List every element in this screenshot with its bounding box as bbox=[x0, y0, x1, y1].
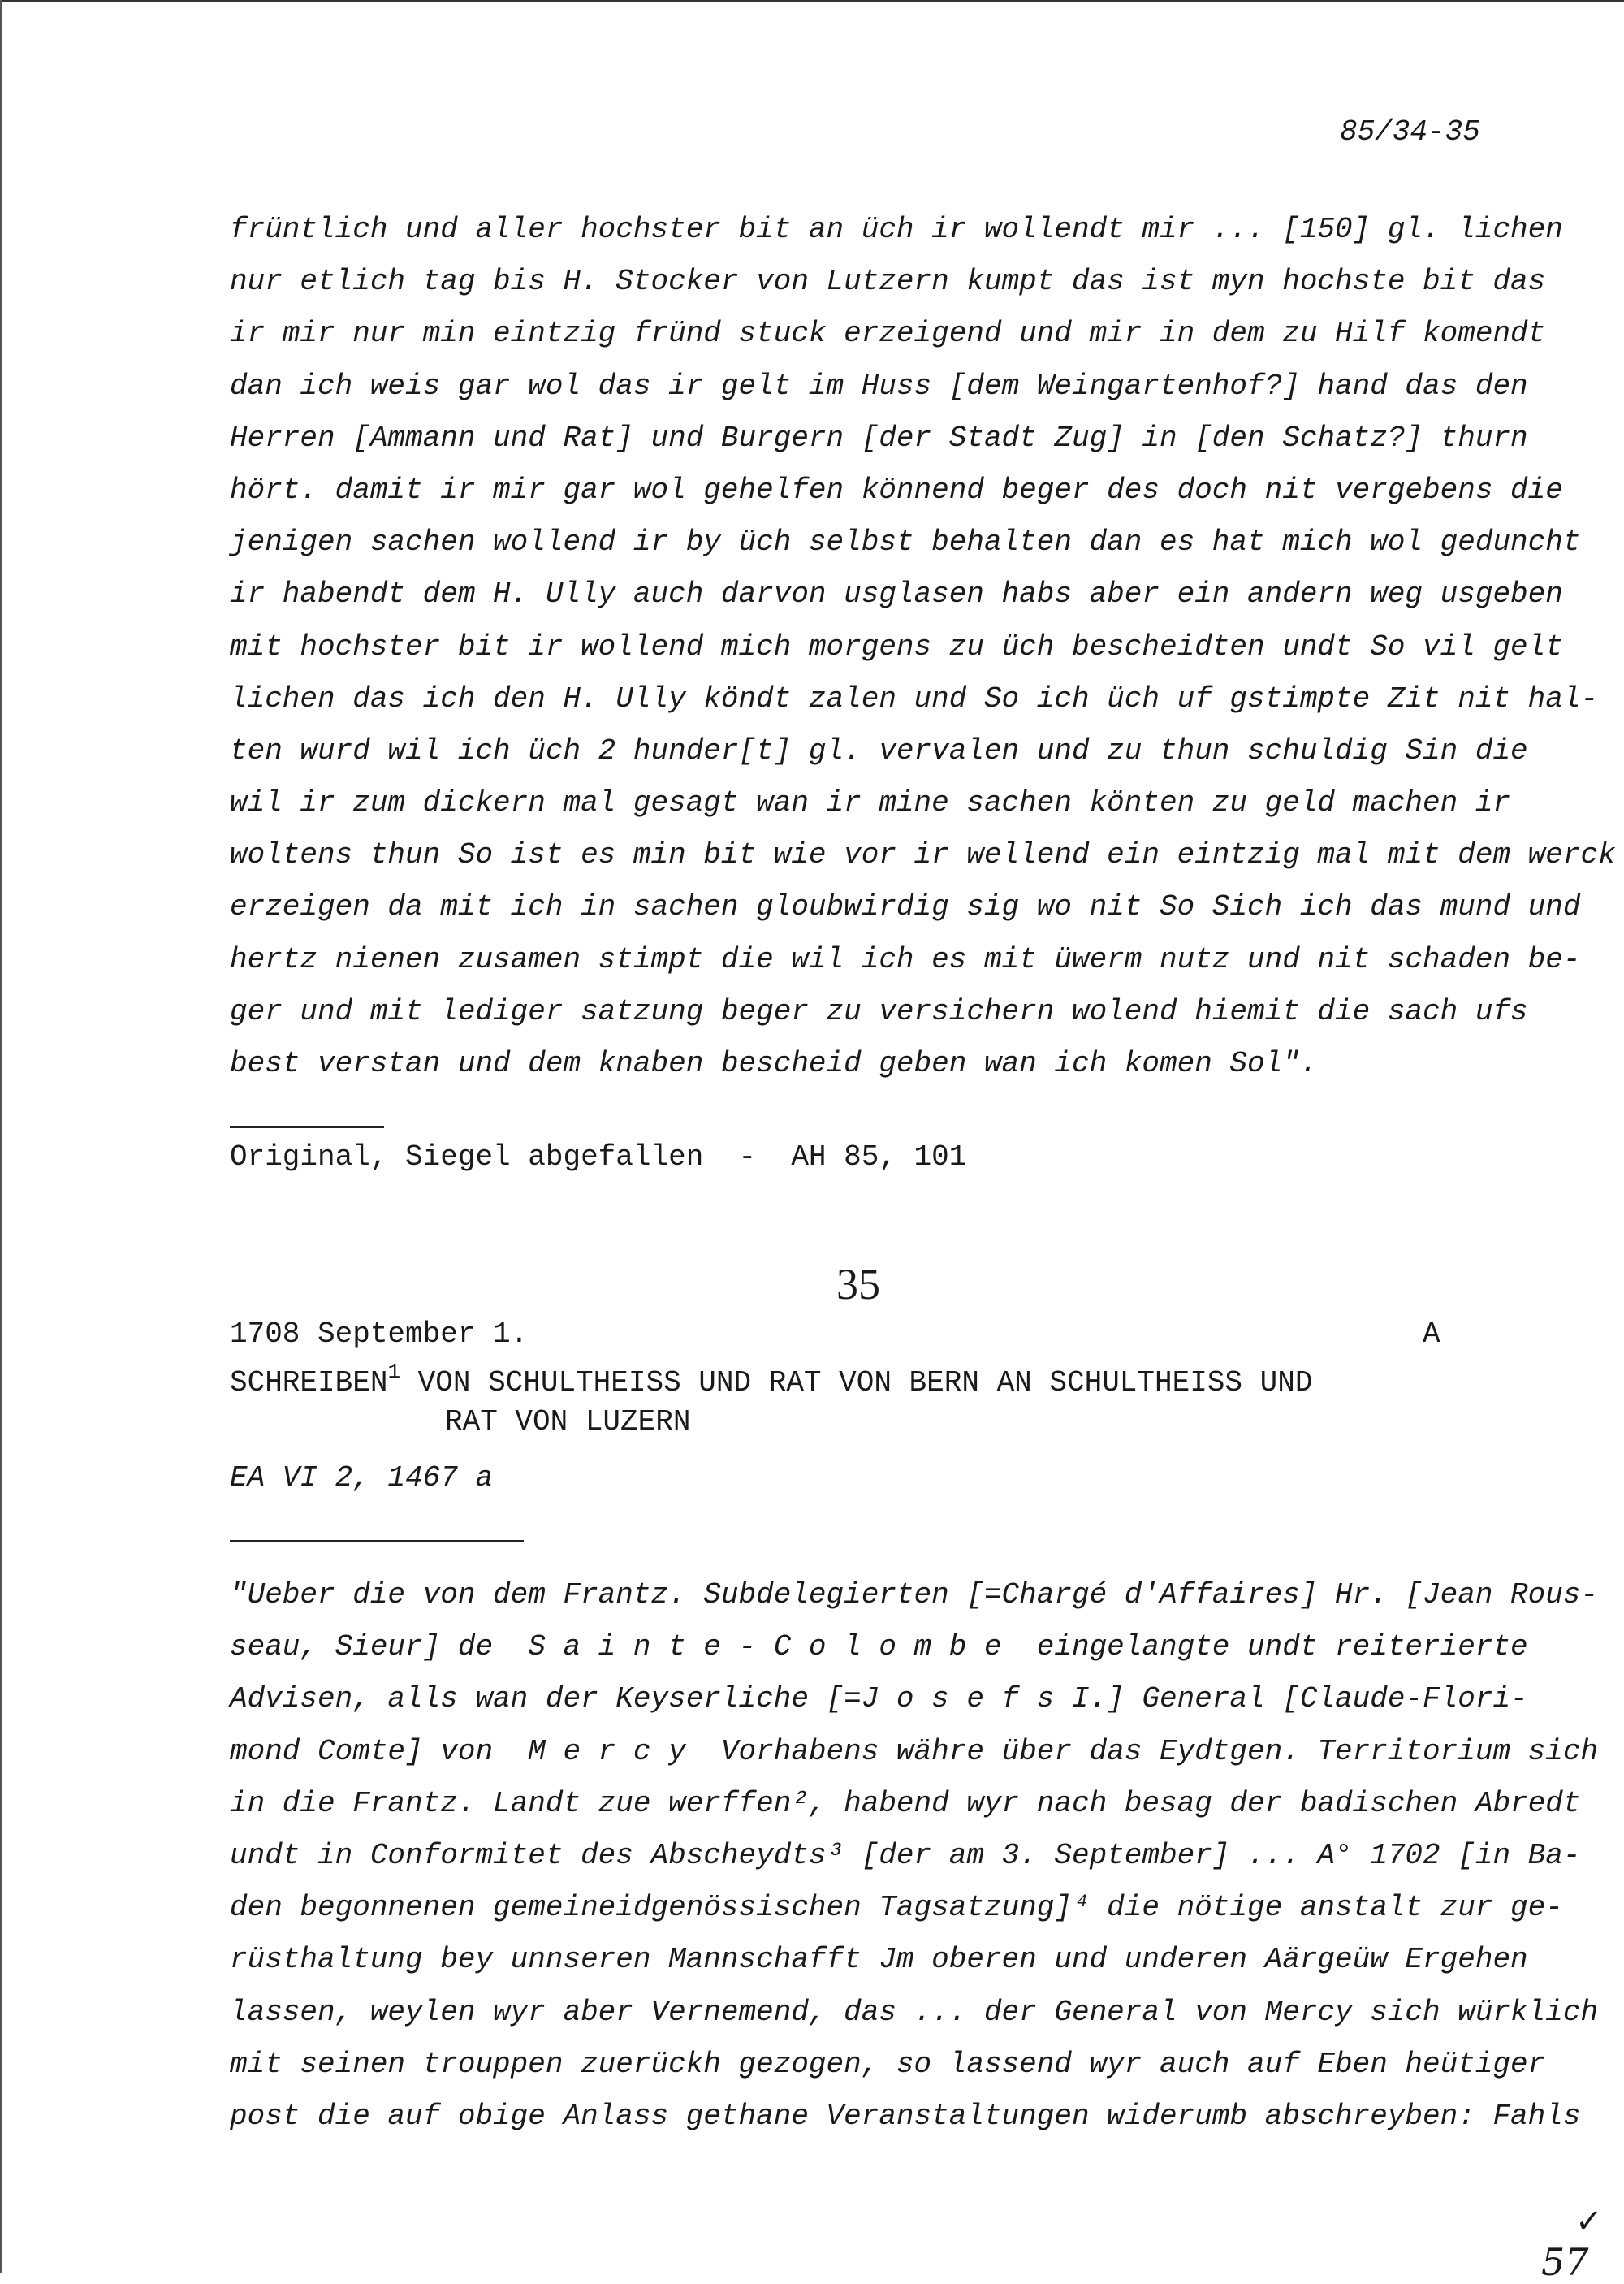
text-line: undt in Conformitet des Abscheydts³ [der am 3. September] ... A° 1702 [in Ba- bbox=[230, 1838, 1581, 1872]
document-title-line2: RAT VON LUZERN bbox=[445, 1405, 691, 1438]
text-line: ten wurd wil ich üch 2 hunder[t] gl. vervalen und zu thun schuldig Sin die bbox=[230, 733, 1528, 768]
document-date: 1708 September 1. bbox=[230, 1317, 529, 1351]
source-note: Original, Siegel abgefallen - AH 85, 101 bbox=[230, 1140, 967, 1174]
page-number: 85/34-35 bbox=[1340, 115, 1480, 149]
text-line: hertz nienen zusamen stimpt die wil ich es mit üwerm nutz und nit schaden be- bbox=[230, 942, 1581, 976]
citation: EA VI 2, 1467 a bbox=[230, 1461, 494, 1495]
letter-text bbox=[230, 1569, 1598, 2143]
title-footnote-ref: 1 bbox=[387, 1360, 401, 1384]
text-line: post die auf obige Anlass gethane Veranstaltungen widerumb abschreyben: Fahls bbox=[230, 2099, 1581, 2133]
text-line: "Ueber die von dem Frantz. Subdelegierten [=Chargé d'Affaires] Hr. [Jean Rous- bbox=[230, 1578, 1599, 1611]
text-line: lichen das ich den H. Ully köndt zalen und So ich üch uf gstimpte Zit nit hal- bbox=[230, 681, 1599, 716]
separator-rule bbox=[230, 1540, 524, 1542]
text-line: ger und mit lediger satzung beger zu versichern wolend hiemit die sach ufs bbox=[230, 994, 1528, 1028]
folio-mark: 57 bbox=[1541, 2240, 1589, 2284]
text-line: in die Frantz. Landt zue werffen², habend wyr nach besag der badischen Abredt bbox=[230, 1786, 1581, 1820]
text-line: nur etlich tag bis H. Stocker von Lutzern kumpt das ist myn hochste bit das bbox=[230, 265, 1546, 299]
text-line: jenigen sachen wollend ir by üch selbst behalten dan es hat mich wol geduncht bbox=[230, 526, 1581, 560]
text-line: dan ich weis gar wol das ir gelt im Huss [dem Weingartenhof?] hand das den bbox=[230, 369, 1528, 403]
text-line: wil ir zum dickern mal gesagt wan ir mine sachen könten zu geld machen ir bbox=[230, 786, 1511, 820]
document-title-line1 bbox=[230, 1360, 1313, 1399]
text-line: mond Comte] von M e r c y Vorhabens währe über das Eydtgen. Territorium sich bbox=[230, 1734, 1599, 1768]
text-line: best verstan und dem knaben bescheid geben wan ich komen Sol". bbox=[230, 1047, 1318, 1080]
text-line: den begonnenen gemeineidgenössischen Tagsatzung]⁴ die nötige anstalt zur ge- bbox=[230, 1891, 1563, 1925]
text-line: hört. damit ir mir gar wol gehelfen könnend beger des doch nit vergebens die bbox=[230, 473, 1563, 507]
title-start: SCHREIBEN bbox=[230, 1366, 388, 1399]
text-line: mit seinen trouppen zuerückh gezogen, so lassend wyr auch auf Eben heütiger bbox=[230, 2047, 1546, 2081]
page-border-top bbox=[0, 0, 1624, 2]
text-line: Advisen, alls wan der Keyserliche [=J o s e f s I.] General [Claude-Flori- bbox=[230, 1682, 1528, 1716]
document-marker: A bbox=[1423, 1317, 1440, 1351]
text-line: ir mir nur min eintzig fründ stuck erzeigend und mir in dem zu Hilf komendt bbox=[230, 317, 1546, 351]
text-line: ir habendt dem H. Ully auch darvon usglasen habs aber ein andern weg usgeben bbox=[230, 577, 1563, 612]
page-border-left bbox=[0, 0, 2, 2273]
document-number: 35 bbox=[836, 1260, 880, 1309]
text-line: seau, Sieur] de S a i n t e - C o l o m b e eingelangte undt reiterierte bbox=[230, 1630, 1528, 1664]
text-line: Herren [Ammann und Rat] und Burgern [der Stadt Zug] in [den Schatz?] thurn bbox=[230, 421, 1528, 455]
continuation-paragraph bbox=[230, 204, 1616, 1090]
text-line: lassen, weylen wyr aber Vernemend, das ... der General von Mercy sich würklich bbox=[230, 1995, 1599, 2029]
title-rest: VON SCHULTHEISS UND RAT VON BERN AN SCHULTHEISS UND bbox=[400, 1366, 1313, 1399]
text-line: woltens thun So ist es min bit wie vor ir wellend ein eintzig mal mit dem werck bbox=[230, 838, 1616, 872]
check-mark-icon: ✓ bbox=[1575, 2203, 1603, 2240]
text-line: erzeigen da mit ich in sachen gloubwirdig sig wo nit So Sich ich das mund und bbox=[230, 890, 1581, 924]
separator-rule bbox=[230, 1126, 384, 1128]
text-line: mit hochster bit ir wollend mich morgens zu üch bescheidten undt So vil gelt bbox=[230, 629, 1563, 664]
text-line: früntlich und aller hochster bit an üch ir wollendt mir ... [150] gl. lichen bbox=[230, 213, 1563, 246]
text-line: rüsthaltung bey unnseren Mannschafft Jm oberen und underen Aärgeüw Ergehen bbox=[230, 1943, 1528, 1977]
